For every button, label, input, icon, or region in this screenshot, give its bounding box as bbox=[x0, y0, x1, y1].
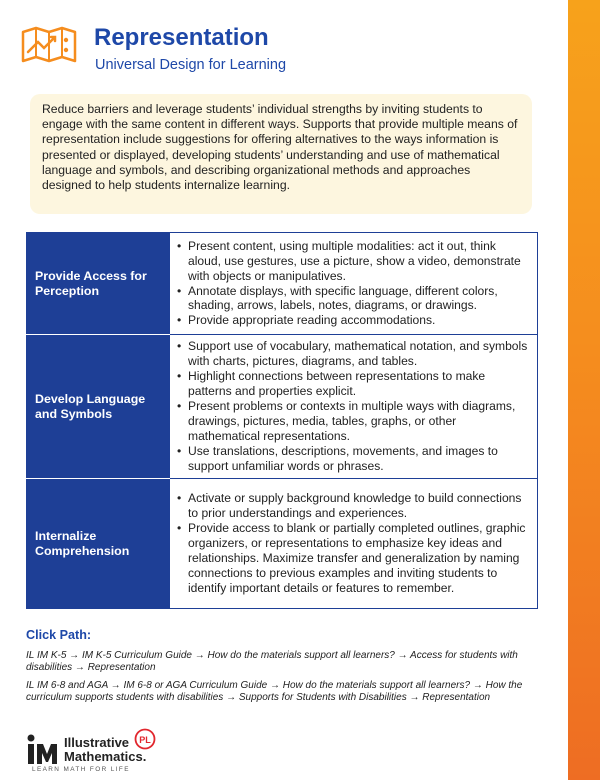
row-label: Develop Language and Symbols bbox=[27, 335, 170, 479]
table-row bbox=[27, 479, 538, 609]
bullet-list bbox=[176, 491, 531, 595]
list-item: • Use translations, descriptions, movements, and images to support unfamiliar words or phrases. bbox=[176, 444, 531, 474]
list-item: • Present problems or contexts in multiple ways with diagrams, drawings, pictures, media, tables, graphs, or other mathematical representations. bbox=[176, 399, 531, 444]
list-item: • Annotate displays, with specific language, different colors, shading, arrows, labels, notes, diagrams, or drawings. bbox=[176, 284, 531, 314]
row-content bbox=[170, 479, 538, 609]
brand-line-2: Mathematics. bbox=[64, 749, 147, 764]
list-item: • Support use of vocabulary, mathematical notation, and symbols with charts, pictures, diagrams, and tables. bbox=[176, 339, 531, 369]
list-item: • Provide access to blank or partially completed outlines, graphic organizers, or representations to emphasize key ideas and relationships. Maximize transfer and generalization by naming connections to previous examples and inviting students to identify important details or features to remember. bbox=[176, 521, 531, 596]
list-item: • Activate or supply background knowledge to build connections to prior understandings and experiences. bbox=[176, 491, 531, 521]
row-content bbox=[170, 233, 538, 335]
pl-badge-text: PL bbox=[139, 735, 151, 745]
click-path-6-8: IL IM 6-8 and AGA → IM 6-8 or AGA Curriculum Guide → How do the materials support all learners? → How the curriculum supports students with disabilities → Supports for Students with Disabilities → Representation bbox=[26, 680, 523, 703]
illustrative-mathematics-logo-icon bbox=[26, 732, 60, 766]
table-row bbox=[27, 335, 538, 479]
page-subtitle: Universal Design for Learning bbox=[95, 57, 287, 73]
orange-side-bar bbox=[568, 0, 600, 780]
list-item: • Provide appropriate reading accommodations. bbox=[176, 313, 531, 328]
click-path-k5: IL IM K-5 → IM K-5 Curriculum Guide → How do the materials support all learners? → Access for students with disabilities → Representation bbox=[26, 650, 518, 673]
page-title: Representation bbox=[94, 24, 269, 51]
footer-logo bbox=[26, 728, 226, 772]
header bbox=[20, 24, 540, 74]
list-item: • Highlight connections between representations to make patterns and properties explicit. bbox=[176, 369, 531, 399]
table-row bbox=[27, 233, 538, 335]
click-path-heading: Click Path: bbox=[26, 628, 92, 642]
bullet-list bbox=[176, 339, 531, 473]
intro-box bbox=[30, 94, 532, 214]
pl-badge-icon bbox=[134, 728, 156, 750]
tagline: LEARN MATH FOR LIFE bbox=[32, 766, 130, 773]
list-item: • Present content, using multiple modalities: act it out, think aloud, use gestures, use a picture, show a video, demonstrate with objects or manipulatives. bbox=[176, 239, 531, 284]
brand-line-1: Illustrative bbox=[64, 735, 130, 750]
row-content bbox=[170, 335, 538, 479]
intro-text: Reduce barriers and leverage students’ individual strengths by inviting students to engage with the same content in different ways. Supports that provide multiple means of representation include suggestions for offering alternatives to the ways information is presented or displayed, developing students’ understanding and use of mathematical language and symbols, and describing organizational methods and approaches designed to help students internalize learning. bbox=[42, 102, 518, 193]
row-label: Provide Access for Perception bbox=[27, 233, 170, 335]
row-label: Internalize Comprehension bbox=[27, 479, 170, 609]
bullet-list bbox=[176, 239, 531, 328]
representation-icon bbox=[20, 26, 78, 64]
strategy-table bbox=[26, 232, 538, 609]
